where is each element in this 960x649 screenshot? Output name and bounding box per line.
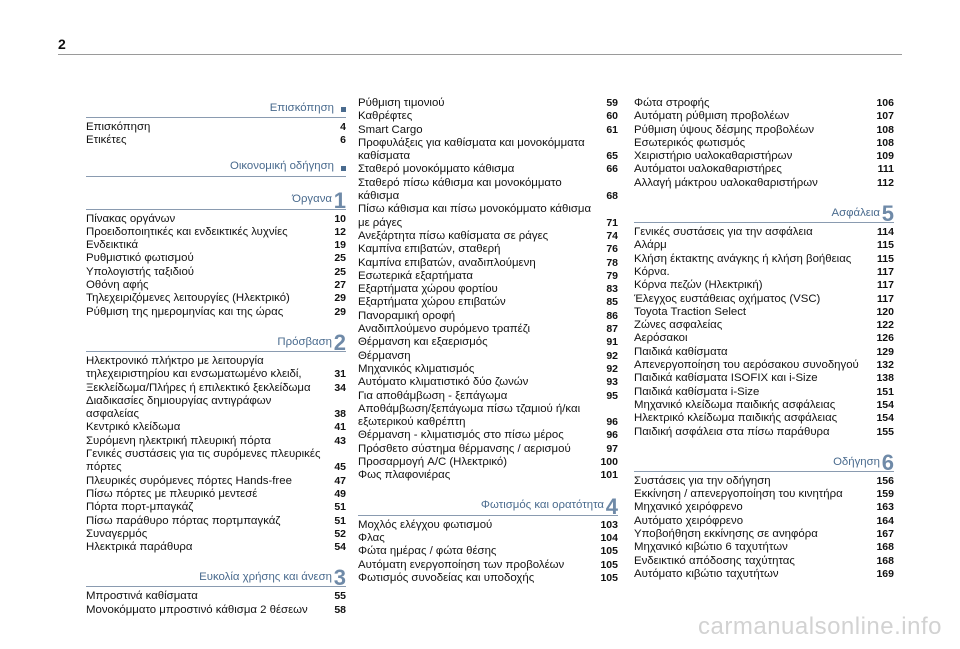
toc-entry-page: 96 bbox=[606, 416, 618, 429]
toc-entry-page: 101 bbox=[600, 469, 618, 482]
section-header bbox=[358, 491, 618, 519]
toc-entry-page: 108 bbox=[876, 136, 894, 149]
toc-entry-page: 96 bbox=[606, 429, 618, 442]
toc-entry-title: Προφυλάξεις για καθίσματα και μονοκόμματα καθίσματα bbox=[358, 136, 585, 163]
toc-entry-page: 10 bbox=[334, 212, 346, 225]
toc-entry-page: 68 bbox=[606, 190, 618, 203]
toc-entry[interactable] bbox=[634, 150, 894, 163]
section-title[interactable]: Οικονομική οδήγηση bbox=[229, 160, 334, 173]
chapter-number: 4 bbox=[605, 493, 618, 519]
toc-entry-title: Σταθερό πίσω κάθισμα και μονοκόμματο κάθισμα bbox=[358, 176, 562, 203]
toc-entry[interactable] bbox=[86, 252, 346, 265]
toc-entry-title: Για αποθάμβωση - ξεπάγωμα bbox=[358, 389, 508, 402]
toc-entry[interactable] bbox=[86, 395, 346, 422]
toc-entry-title: Εξαρτήματα χώρου φορτίου bbox=[358, 283, 498, 296]
toc-entry[interactable] bbox=[634, 528, 894, 541]
toc-entry-title: Αλλαγή μάκτρου υαλοκαθαριστήρων bbox=[634, 176, 818, 189]
toc-entry-title: Υπολογιστής ταξιδιού bbox=[86, 265, 195, 278]
toc-entry-page: 103 bbox=[600, 518, 618, 531]
toc-entry-title: Πόρτα πορτ-μπαγκάζ bbox=[86, 501, 194, 514]
toc-entry-page: 87 bbox=[606, 323, 618, 336]
toc-entry-page: 83 bbox=[606, 283, 618, 296]
toc-entry-page: 159 bbox=[876, 488, 894, 501]
toc-entry[interactable] bbox=[86, 435, 346, 448]
toc-entry[interactable] bbox=[634, 279, 894, 292]
chapter-number: 2 bbox=[333, 329, 346, 355]
section-header bbox=[634, 198, 894, 227]
toc-entry[interactable] bbox=[358, 469, 618, 482]
toc-entry-page: 154 bbox=[876, 398, 894, 411]
toc-entry[interactable] bbox=[358, 429, 618, 442]
toc-entry-title: Διαδικασίες δημιουργίας αντιγράφων ασφαλείας bbox=[86, 394, 272, 421]
toc-entry[interactable] bbox=[86, 266, 346, 279]
toc-entry-page: 38 bbox=[334, 408, 346, 421]
toc-entry-title: Γενικές συστάσεις για τις συρόμενες πλευρικές πόρτες bbox=[86, 448, 321, 474]
toc-entry-title: Καμπίνα επιβατών, αναδιπλούμενη bbox=[358, 256, 536, 269]
toc-entry[interactable] bbox=[358, 559, 618, 572]
toc-entry-title: Ετικέτες bbox=[86, 134, 127, 147]
toc-entry-page: 51 bbox=[334, 514, 346, 527]
toc-entry-page: 169 bbox=[876, 567, 894, 580]
toc-entry[interactable] bbox=[86, 382, 346, 395]
toc-entry[interactable] bbox=[634, 319, 894, 332]
toc-entry-page: 92 bbox=[606, 362, 618, 375]
toc-entry-title: Φως πλαφονιέρας bbox=[358, 469, 451, 482]
toc-entry[interactable] bbox=[634, 475, 894, 488]
toc-entry[interactable] bbox=[358, 163, 618, 176]
toc-entry-title: Τηλεχειριζόμενες λειτουργίες (Ηλεκτρικό) bbox=[86, 292, 290, 305]
toc-entry-title: Ενδεικτικό απόδοσης ταχύτητας bbox=[634, 554, 795, 567]
toc-entry-page: 52 bbox=[334, 527, 346, 540]
toc-entry-page: 78 bbox=[606, 256, 618, 269]
toc-entry-page: 120 bbox=[876, 305, 894, 318]
section-title[interactable]: Πρόσβαση bbox=[277, 335, 332, 348]
toc-entry[interactable] bbox=[86, 448, 346, 475]
toc-entry-page: 126 bbox=[876, 332, 894, 345]
toc-entry[interactable] bbox=[634, 386, 894, 399]
toc-entry[interactable] bbox=[634, 253, 894, 266]
toc-entry-title: Πίνακας οργάνων bbox=[86, 212, 176, 225]
toc-entry-page: 76 bbox=[606, 243, 618, 256]
toc-entry-title: Θέρμανση bbox=[358, 349, 411, 362]
toc-entry[interactable] bbox=[86, 528, 346, 541]
toc-entry[interactable] bbox=[634, 346, 894, 359]
toc-entry-title: Εκκίνηση / απενεργοποίηση του κινητήρα bbox=[634, 488, 843, 501]
toc-entry[interactable] bbox=[358, 363, 618, 376]
chapter-number: 5 bbox=[881, 201, 894, 227]
section-header bbox=[86, 97, 346, 118]
toc-entry-page: 168 bbox=[876, 541, 894, 554]
toc-entry-title: Αυτόματο χειρόφρενο bbox=[634, 514, 744, 527]
section-title[interactable]: Επισκόπηση bbox=[269, 101, 334, 114]
toc-entry-title: Καμπίνα επιβατών, σταθερή bbox=[358, 243, 501, 256]
toc-entry-page: 163 bbox=[876, 501, 894, 514]
toc-entry-title: Φώτα στροφής bbox=[634, 97, 710, 109]
toc-entry[interactable] bbox=[358, 137, 618, 164]
toc-entry-page: 108 bbox=[876, 123, 894, 136]
toc-entry-page: 155 bbox=[876, 425, 894, 438]
toc-entry-page: 61 bbox=[606, 123, 618, 136]
toc-entry-page: 138 bbox=[876, 372, 894, 385]
toc-entry-title: Απενεργοποίηση του αερόσακου συνοδηγού bbox=[634, 359, 859, 372]
toc-entry-page: 43 bbox=[334, 434, 346, 447]
toc-column-3 bbox=[634, 97, 894, 581]
toc-entry[interactable] bbox=[634, 541, 894, 554]
toc-entry[interactable] bbox=[358, 283, 618, 296]
toc-entry-title: Μονοκόμματο μπροστινό κάθισμα 2 θέσεων bbox=[86, 603, 308, 616]
toc-entry-title: Προειδοποιητικές και ενδεικτικές λυχνίες bbox=[86, 225, 288, 238]
toc-entry[interactable] bbox=[358, 336, 618, 349]
section-header bbox=[86, 156, 346, 177]
toc-entry-title: Ηλεκτρικά παράθυρα bbox=[86, 541, 193, 554]
toc-entry[interactable] bbox=[86, 121, 346, 134]
toc-entry-page: 106 bbox=[876, 97, 894, 109]
toc-entry[interactable] bbox=[358, 97, 618, 110]
toc-entry[interactable] bbox=[86, 421, 346, 434]
toc-entry[interactable] bbox=[358, 124, 618, 137]
toc-entry-title: Μηχανικό κλείδωμα παιδικής ασφάλειας bbox=[634, 398, 836, 411]
toc-entry[interactable] bbox=[86, 279, 346, 292]
toc-entry[interactable] bbox=[634, 226, 894, 239]
section-title[interactable]: Όργανα bbox=[292, 193, 332, 206]
toc-entry[interactable] bbox=[86, 239, 346, 252]
toc-entry[interactable] bbox=[634, 239, 894, 252]
toc-entry-title: Χειριστήριο υαλοκαθαριστήρων bbox=[634, 150, 793, 163]
toc-entry-page: 71 bbox=[606, 216, 618, 229]
toc-entry-title: Ηλεκτρονικό πλήκτρο με λειτουργία τηλεχειριστηρίου και ενσωματωμένο κλειδί, bbox=[86, 354, 302, 381]
toc-entry-page: 59 bbox=[606, 97, 618, 109]
toc-entry[interactable] bbox=[634, 359, 894, 372]
square-bullet-icon bbox=[341, 166, 346, 171]
toc-entry-title: Smart Cargo bbox=[358, 123, 423, 136]
toc-entry-title: Πίσω πόρτες με πλευρικό μεντεσέ bbox=[86, 487, 258, 500]
section-title[interactable]: Φωτισμός και ορατότητα bbox=[480, 499, 604, 512]
toc-entry-page: 19 bbox=[334, 239, 346, 252]
toc-entry-page: 93 bbox=[606, 376, 618, 389]
toc-entry-title: Εσωτερικά εξαρτήματα bbox=[358, 269, 473, 282]
toc-entry[interactable] bbox=[358, 376, 618, 389]
toc-entry-page: 107 bbox=[876, 110, 894, 123]
toc-column-2 bbox=[358, 97, 618, 585]
toc-entry-page: 49 bbox=[334, 487, 346, 500]
toc-entry-title: Επισκόπηση bbox=[86, 121, 151, 133]
toc-entry-page: 117 bbox=[877, 292, 894, 305]
chapter-number: 1 bbox=[333, 187, 346, 213]
toc-entry-title: Αυτόματη ρύθμιση προβολέων bbox=[634, 110, 790, 123]
toc-entry-title: Πλευρικές συρόμενες πόρτες Hands-free bbox=[86, 474, 292, 487]
toc-entry[interactable] bbox=[86, 355, 346, 382]
toc-entry-page: 154 bbox=[876, 412, 894, 425]
toc-entry-title: Παιδικά καθίσματα bbox=[634, 345, 728, 358]
section-title[interactable]: Ασφάλεια bbox=[831, 206, 880, 219]
section-header bbox=[86, 327, 346, 355]
toc-entry[interactable] bbox=[634, 124, 894, 137]
toc-entry-title: Πίσω κάθισμα και πίσω μονοκόμματο κάθισμα με ράγες bbox=[358, 203, 592, 229]
toc-entry-title: Μηχανικό κιβώτιο 6 ταχυτήτων bbox=[634, 541, 788, 554]
toc-entry-title: Αερόσακοι bbox=[634, 332, 688, 345]
toc-entry[interactable] bbox=[86, 475, 346, 488]
section-header bbox=[86, 562, 346, 591]
section-header bbox=[86, 185, 346, 213]
toc-entry-title: Σταθερό μονοκόμματο κάθισμα bbox=[358, 163, 515, 176]
toc-entry-title: Καθρέφτες bbox=[358, 110, 413, 123]
toc-entry[interactable] bbox=[634, 306, 894, 319]
toc-entry[interactable] bbox=[358, 443, 618, 456]
toc-entry-title: Ηλεκτρικό κλείδωμα παιδικής ασφάλειας bbox=[634, 412, 838, 425]
toc-entry-page: 105 bbox=[600, 558, 618, 571]
toc-entry[interactable] bbox=[358, 296, 618, 309]
toc-entry-title: Φλας bbox=[358, 531, 385, 544]
toc-entry-page: 156 bbox=[876, 474, 894, 487]
toc-entry[interactable] bbox=[634, 163, 894, 176]
toc-entry-page: 117 bbox=[877, 265, 894, 278]
toc-entry-title: Αυτόματο κιβώτιο ταχυτήτων bbox=[634, 567, 779, 580]
toc-entry[interactable] bbox=[358, 545, 618, 558]
toc-entry-title: Πίσω παράθυρο πόρτας πορτμπαγκάζ bbox=[86, 514, 281, 527]
toc-entry-title: Αυτόματο κλιματιστικό δύο ζωνών bbox=[358, 376, 529, 389]
toc-entry-title: Εσωτερικός φωτισμός bbox=[634, 136, 746, 149]
toc-entry[interactable] bbox=[634, 399, 894, 412]
toc-entry-title: Θέρμανση - κλιματισμός στο πίσω μέρος bbox=[358, 429, 564, 442]
toc-entry-title: Κόρνα πεζών (Ηλεκτρική) bbox=[634, 279, 763, 292]
toc-entry-title: Φωτισμός συνοδείας και υποδοχής bbox=[358, 571, 535, 584]
toc-entry[interactable] bbox=[634, 412, 894, 425]
toc-entry-title: Μοχλός ελέγχου φωτισμού bbox=[358, 518, 493, 531]
toc-entry-title: Παιδική ασφάλεια στα πίσω παράθυρα bbox=[634, 425, 830, 438]
toc-entry-page: 34 bbox=[334, 381, 346, 394]
toc-entry-title: Αλάρμ bbox=[634, 239, 667, 252]
toc-entry-page: 105 bbox=[600, 545, 618, 558]
toc-entry-page: 151 bbox=[876, 385, 894, 398]
toc-entry-page: 92 bbox=[606, 349, 618, 362]
toc-entry-page: 58 bbox=[334, 603, 346, 616]
toc-entry[interactable] bbox=[358, 243, 618, 256]
toc-entry-title: Αναδιπλούμενο συρόμενο τραπέζι bbox=[358, 323, 531, 336]
toc-entry-title: Παιδικά καθίσματα ISOFIX και i-Size bbox=[634, 372, 818, 385]
toc-entry[interactable] bbox=[634, 555, 894, 568]
toc-entry[interactable] bbox=[634, 488, 894, 501]
toc-entry-page: 105 bbox=[600, 571, 618, 584]
toc-entry[interactable] bbox=[634, 515, 894, 528]
toc-entry-title: Υποβοήθηση εκκίνησης σε ανηφόρα bbox=[634, 528, 818, 541]
toc-entry-page: 91 bbox=[606, 336, 618, 349]
toc-entry[interactable] bbox=[86, 501, 346, 514]
toc-entry[interactable] bbox=[86, 604, 346, 617]
toc-entry[interactable] bbox=[634, 177, 894, 190]
toc-entry[interactable] bbox=[634, 97, 894, 110]
toc-entry-page: 51 bbox=[334, 501, 346, 514]
toc-entry[interactable] bbox=[634, 501, 894, 514]
toc-entry-title: Παιδικά καθίσματα i-Size bbox=[634, 385, 760, 398]
toc-entry-page: 4 bbox=[340, 121, 346, 133]
toc-entry-page: 86 bbox=[606, 309, 618, 322]
toc-entry[interactable] bbox=[86, 488, 346, 501]
toc-entry-title: Toyota Traction Select bbox=[634, 305, 747, 318]
toc-entry-page: 97 bbox=[606, 442, 618, 455]
chapter-number: 3 bbox=[333, 565, 346, 591]
toc-entry[interactable] bbox=[86, 306, 346, 319]
toc-entry-title: Ξεκλείδωμα/Πλήρες ή επιλεκτικό ξεκλείδωμα bbox=[86, 381, 311, 394]
toc-entry-page: 25 bbox=[334, 252, 346, 265]
toc-entry-page: 109 bbox=[876, 150, 894, 163]
toc-entry-page: 132 bbox=[876, 359, 894, 372]
toc-entry-page: 55 bbox=[334, 590, 346, 603]
toc-entry[interactable] bbox=[358, 203, 618, 230]
toc-entry[interactable] bbox=[358, 323, 618, 336]
toc-entry-title: Κόρνα. bbox=[634, 265, 670, 278]
toc-entry[interactable] bbox=[358, 270, 618, 283]
toc-entry[interactable] bbox=[358, 350, 618, 363]
toc-entry-page: 74 bbox=[606, 229, 618, 242]
toc-entry[interactable] bbox=[634, 332, 894, 345]
toc-entry[interactable] bbox=[86, 226, 346, 239]
toc-entry[interactable] bbox=[86, 590, 346, 603]
toc-entry-title: Ρύθμιση της ημερομηνίας και της ώρας bbox=[86, 305, 284, 318]
toc-entry[interactable] bbox=[358, 532, 618, 545]
toc-entry-title: Γενικές συστάσεις για την ασφάλεια bbox=[634, 226, 813, 239]
toc-entry-page: 29 bbox=[334, 305, 346, 318]
toc-entry[interactable] bbox=[358, 519, 618, 532]
toc-entry[interactable] bbox=[86, 134, 346, 147]
toc-entry-title: Ρύθμιση τιμονιού bbox=[358, 97, 445, 109]
toc-entry-page: 129 bbox=[876, 345, 894, 358]
toc-entry-page: 100 bbox=[600, 456, 618, 469]
watermark: carmanualsonline.info bbox=[698, 613, 942, 640]
toc-entry-title: Κλήση έκτακτης ανάγκης ή κλήση βοήθειας bbox=[634, 252, 852, 265]
toc-entry-title: Αυτόματοι υαλοκαθαριστήρες bbox=[634, 163, 782, 176]
toc-entry-page: 66 bbox=[606, 163, 618, 176]
toc-entry-title: Φώτα ημέρας / φώτα θέσης bbox=[358, 545, 497, 558]
toc-entry-page: 104 bbox=[600, 531, 618, 544]
toc-entry-page: 27 bbox=[334, 279, 346, 292]
toc-column-1 bbox=[86, 97, 346, 617]
toc-entry-page: 60 bbox=[606, 110, 618, 123]
toc-entry-page: 115 bbox=[877, 252, 894, 265]
chapter-number: 6 bbox=[881, 449, 894, 475]
toc-entry[interactable] bbox=[634, 372, 894, 385]
toc-entry[interactable] bbox=[634, 137, 894, 150]
toc-entry-page: 45 bbox=[334, 461, 346, 474]
toc-entry[interactable] bbox=[358, 257, 618, 270]
toc-entry[interactable] bbox=[634, 110, 894, 123]
toc-entry-page: 65 bbox=[606, 150, 618, 163]
section-title[interactable]: Ευκολία χρήσης και άνεση bbox=[199, 571, 332, 584]
toc-entry-title: Ανεξάρτητα πίσω καθίσματα σε ράγες bbox=[358, 229, 549, 242]
toc-entry[interactable] bbox=[86, 213, 346, 226]
toc-entry-page: 47 bbox=[334, 474, 346, 487]
toc-entry[interactable] bbox=[86, 515, 346, 528]
toc-entry-title: Ενδεικτικά bbox=[86, 239, 139, 252]
toc-entry[interactable] bbox=[358, 403, 618, 430]
toc-entry-page: 41 bbox=[334, 421, 346, 434]
toc-entry-page: 54 bbox=[334, 541, 346, 554]
toc-entry-page: 79 bbox=[606, 269, 618, 282]
toc-entry-title: Πρόσθετο σύστημα θέρμανσης / αερισμού bbox=[358, 442, 571, 455]
toc-entry-title: Πανοραμική οροφή bbox=[358, 309, 456, 322]
toc-entry-page: 12 bbox=[334, 225, 346, 238]
toc-entry[interactable] bbox=[358, 310, 618, 323]
toc-entry[interactable] bbox=[86, 292, 346, 305]
toc-entry[interactable] bbox=[358, 177, 618, 204]
toc-entry-title: Προσαρμογή A/C (Ηλεκτρικό) bbox=[358, 456, 508, 469]
toc-entry-title: Αυτόματη ενεργοποίηση των προβολέων bbox=[358, 558, 565, 571]
toc-entry-page: 29 bbox=[334, 292, 346, 305]
toc-entry[interactable] bbox=[86, 541, 346, 554]
section-header bbox=[634, 447, 894, 475]
toc-entry[interactable] bbox=[358, 456, 618, 469]
toc-entry-title: Έλεγχος ευστάθειας οχήματος (VSC) bbox=[634, 292, 821, 305]
toc-entry[interactable] bbox=[634, 293, 894, 306]
toc-entry-title: Ρυθμιστικό φωτισμού bbox=[86, 252, 194, 265]
toc-entry-title: Κεντρικό κλείδωμα bbox=[86, 421, 181, 434]
toc-entry[interactable] bbox=[358, 230, 618, 243]
toc-entry-title: Συναγερμός bbox=[86, 527, 148, 540]
square-bullet-icon bbox=[341, 107, 346, 112]
toc-entry-page: 95 bbox=[606, 389, 618, 402]
toc-entry-page: 111 bbox=[877, 163, 894, 176]
toc-entry-page: 6 bbox=[340, 134, 346, 147]
toc-entry[interactable] bbox=[634, 266, 894, 279]
toc-entry-page: 164 bbox=[876, 514, 894, 527]
toc-entry-title: Μηχανικό χειρόφρενο bbox=[634, 501, 743, 514]
toc-entry-title: Αποθάμβωση/ξεπάγωμα πίσω τζαμιού ή/και εξωτερικού καθρέπτη bbox=[358, 402, 581, 429]
toc-entry-title: Εξαρτήματα χώρου επιβατών bbox=[358, 296, 506, 309]
section-title[interactable]: Οδήγηση bbox=[833, 455, 880, 468]
toc-entry-page: 167 bbox=[876, 528, 894, 541]
toc-entry-page: 117 bbox=[877, 279, 894, 292]
toc-entry-page: 31 bbox=[334, 368, 346, 381]
toc-entry-page: 112 bbox=[877, 176, 894, 189]
toc-entry-title: Θέρμανση και εξαερισμός bbox=[358, 336, 488, 349]
toc-entry-title: Ζώνες ασφαλείας bbox=[634, 319, 723, 332]
toc-entry[interactable] bbox=[634, 426, 894, 439]
toc-entry-title: Συρόμενη ηλεκτρική πλευρική πόρτα bbox=[86, 434, 271, 447]
toc-entry-title: Ρύθμιση ύψους δέσμης προβολέων bbox=[634, 123, 815, 136]
toc-entry[interactable] bbox=[358, 572, 618, 585]
toc-entry-page: 25 bbox=[334, 265, 346, 278]
toc-entry-page: 115 bbox=[877, 239, 894, 252]
toc-entry-title: Οθόνη αφής bbox=[86, 279, 149, 292]
toc-entry-page: 122 bbox=[876, 319, 894, 332]
page-number: 2 bbox=[58, 36, 66, 52]
toc-entry[interactable] bbox=[358, 110, 618, 123]
toc-entry-title: Συστάσεις για την οδήγηση bbox=[634, 474, 771, 487]
toc-entry-page: 168 bbox=[876, 554, 894, 567]
toc-entry-page: 85 bbox=[606, 296, 618, 309]
top-divider bbox=[58, 54, 902, 55]
toc-entry[interactable] bbox=[358, 390, 618, 403]
toc-entry[interactable] bbox=[634, 568, 894, 581]
toc-entry-title: Μηχανικός κλιματισμός bbox=[358, 362, 475, 375]
toc-entry-page: 114 bbox=[877, 226, 894, 239]
toc-entry-title: Μπροστινά καθίσματα bbox=[86, 590, 198, 603]
